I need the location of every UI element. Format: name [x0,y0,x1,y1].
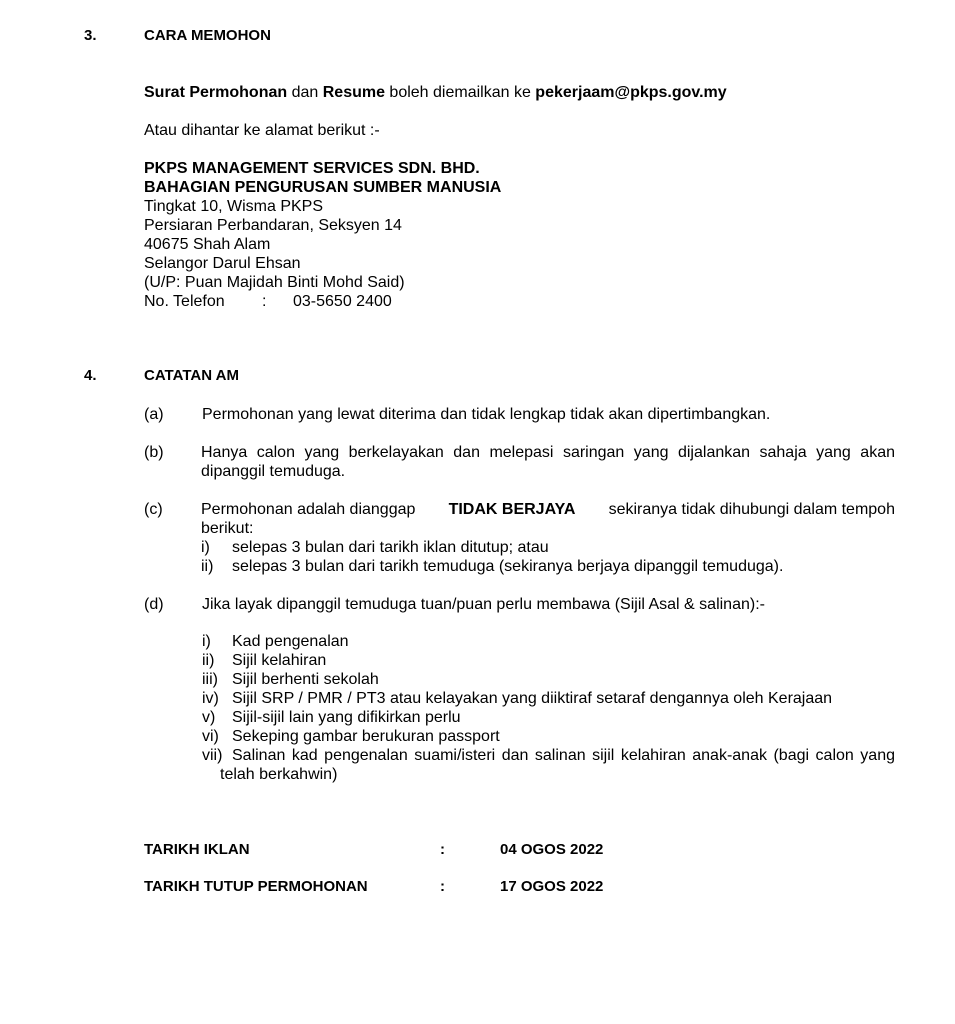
item-d-sub5-num: v) [202,709,216,726]
item-c-line1 [201,500,895,519]
item-c-sub2-num: ii) [201,558,214,575]
item-d-sub3-num: iii) [202,671,218,688]
advert-date-value: 04 OGOS 2022 [500,841,604,858]
item-d-sub3-text: Sijil berhenti sekolah [232,671,379,688]
closing-date-separator: : [440,878,445,895]
item-d-sub6-num: vi) [202,728,219,745]
phone-separator: : [262,293,267,310]
alt-address-line: Atau dihantar ke alamat berikut :- [144,122,380,139]
item-d-label: (d) [144,596,164,613]
section-4-number: 4. [84,367,97,384]
address-division: BAHAGIAN PENGURUSAN SUMBER MANUSIA [144,179,502,196]
closing-date-value: 17 OGOS 2022 [500,878,604,895]
email-address: pekerjaam@pkps.gov.my [535,84,727,101]
item-c-pre: Permohonan adalah dianggap [201,501,416,518]
item-a-text: Permohonan yang lewat diterima dan tidak lengkap tidak akan dipertimbangkan. [202,406,771,423]
address-company: PKPS MANAGEMENT SERVICES SDN. BHD. [144,160,480,177]
item-b-line1: Hanya calon yang berkelayakan dan melepasi saringan yang dijalankan sahaja yang akan [201,444,895,461]
item-d-sub7-num: vii) [202,747,223,764]
item-c-line2: berikut: [201,520,254,537]
item-b-line2: dipanggil temuduga. [201,463,346,480]
item-d-sub7-text: Salinan kad pengenalan suami/isteri dan salinan sijil kelahiran anak-anak (bagi calon yang [232,747,895,764]
address-line1: Tingkat 10, Wisma PKPS [144,198,324,215]
item-d-sub7-cont: telah berkahwin) [220,766,338,783]
phone-number: 03-5650 2400 [293,293,392,310]
advert-date-separator: : [440,841,445,858]
email-line-part1: Surat Permohonan [144,84,288,101]
item-d-sub6-text: Sekeping gambar berukuran passport [232,728,500,745]
section-3-heading: CARA MEMOHON [144,27,271,44]
section-4-heading: CATATAN AM [144,367,239,384]
item-d-sub1-text: Kad pengenalan [232,633,349,650]
item-d-sub2-num: ii) [202,652,215,669]
item-c-label: (c) [144,501,163,518]
advert-date-label: TARIKH IKLAN [144,841,250,858]
address-line2: Persiaran Perbandaran, Seksyen 14 [144,217,402,234]
item-c-sub2-text: selepas 3 bulan dari tarikh temuduga (sekiranya berjaya dipanggil temuduga). [232,558,784,575]
item-d-sub1-num: i) [202,633,211,650]
item-c-bold: TIDAK BERJAYA [448,501,576,518]
item-c-post: sekiranya tidak dihubungi dalam tempoh [608,501,895,518]
address-attention: (U/P: Puan Majidah Binti Mohd Said) [144,274,405,291]
item-d-text: Jika layak dipanggil temuduga tuan/puan perlu membawa (Sijil Asal & salinan):- [202,596,765,613]
phone-label: No. Telefon [144,293,225,310]
item-c-sub1-text: selepas 3 bulan dari tarikh iklan ditutup; atau [232,539,549,556]
closing-date-label: TARIKH TUTUP PERMOHONAN [144,878,368,895]
email-line-part2: dan [287,84,323,101]
email-line [144,83,727,102]
item-d-sub5-text: Sijil-sijil lain yang difikirkan perlu [232,709,461,726]
item-c-sub1-num: i) [201,539,210,556]
item-a-label: (a) [144,406,164,423]
email-line-part4: boleh diemailkan ke [384,84,536,101]
section-3-number: 3. [84,27,97,44]
address-line3: 40675 Shah Alam [144,236,271,253]
item-d-sub4-num: iv) [202,690,219,707]
address-line4: Selangor Darul Ehsan [144,255,301,272]
item-d-sub4-text: Sijil SRP / PMR / PT3 atau kelayakan yang diiktiraf setaraf dengannya oleh Kerajaan [232,690,833,707]
item-b-label: (b) [144,444,164,461]
item-d-sub2-text: Sijil kelahiran [232,652,327,669]
email-line-part3: Resume [322,84,385,101]
